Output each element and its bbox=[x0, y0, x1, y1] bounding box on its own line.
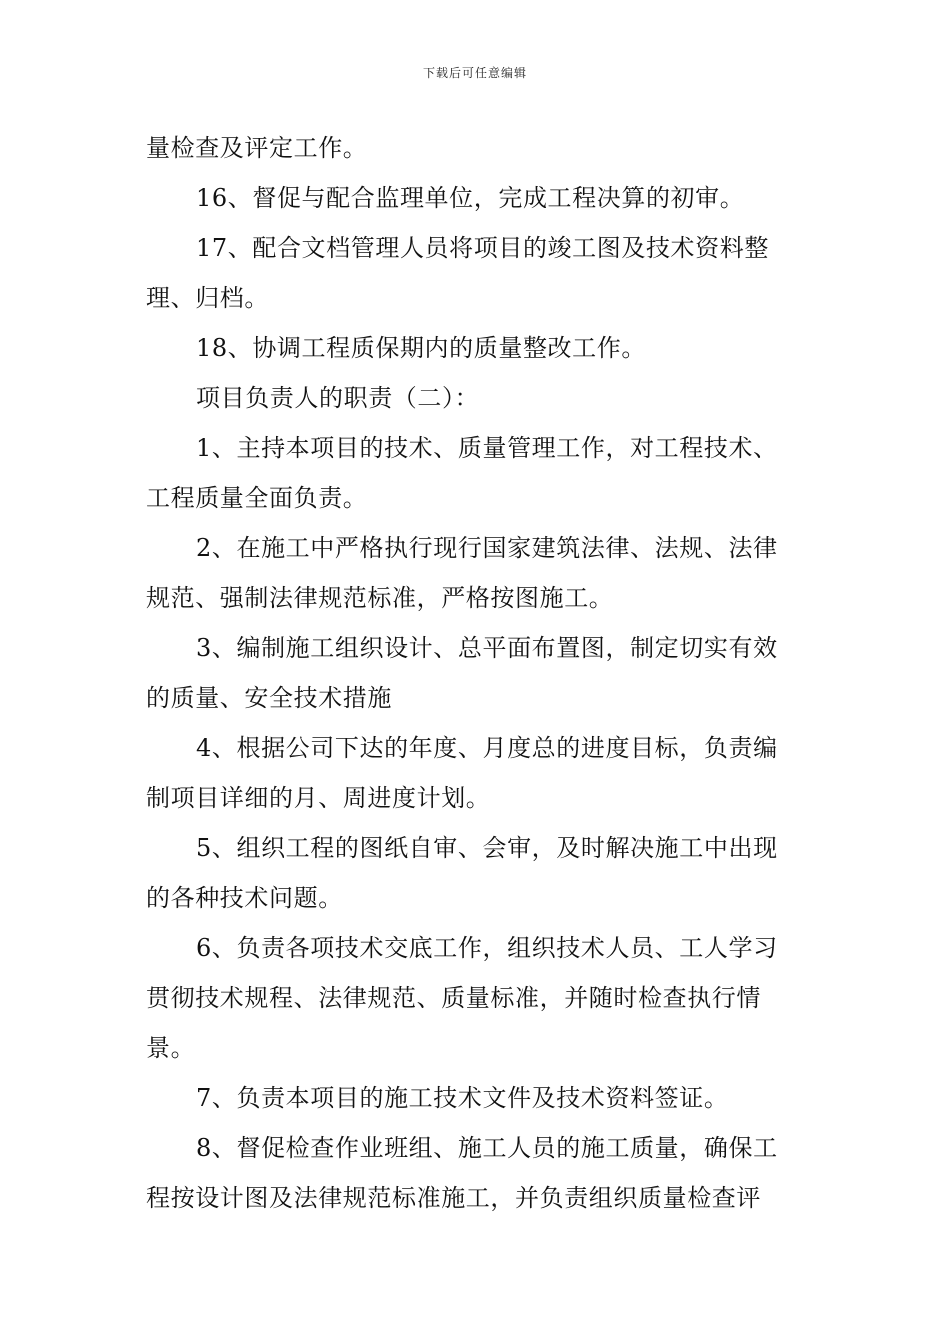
text-line: 3、编制施工组织设计、总平面布置图，制定切实有效 bbox=[196, 634, 778, 662]
text-line: 6、负责各项技术交底工作，组织技术人员、工人学习 bbox=[196, 934, 778, 962]
text-line: 的质量、安全技术措施 bbox=[146, 684, 392, 712]
text-line: 18、协调工程质保期内的质量整改工作。 bbox=[196, 334, 646, 362]
text-line: 贯彻技术规程、法律规范、质量标准，并随时检查执行情 bbox=[146, 984, 761, 1012]
page-header: 下载后可任意编辑 bbox=[422, 66, 527, 80]
text-line: 理、归档。 bbox=[146, 284, 269, 312]
text-line: 8、督促检查作业班组、施工人员的施工质量，确保工 bbox=[196, 1134, 778, 1162]
text-line: 1、主持本项目的技术、质量管理工作，对工程技术、 bbox=[196, 434, 778, 462]
text-line: 5、组织工程的图纸自审、会审，及时解决施工中出现 bbox=[196, 834, 778, 862]
text-line: 量检查及评定工作。 bbox=[146, 134, 368, 162]
text-line: 工程质量全面负责。 bbox=[146, 484, 368, 512]
text-line: 4、根据公司下达的年度、月度总的进度目标，负责编 bbox=[196, 734, 778, 762]
text-line: 16、督促与配合监理单位，完成工程决算的初审。 bbox=[196, 184, 745, 212]
text-line: 规范、强制法律规范标准，严格按图施工。 bbox=[146, 584, 614, 612]
text-line: 景。 bbox=[146, 1034, 196, 1062]
text-line: 7、负责本项目的施工技术文件及技术资料签证。 bbox=[196, 1084, 729, 1112]
document-body bbox=[146, 128, 808, 1228]
text-line: 2、在施工中严格执行现行国家建筑法律、法规、法律 bbox=[196, 534, 778, 562]
text-line: 的各种技术问题。 bbox=[146, 884, 343, 912]
text-line: 项目负责人的职责（二）： bbox=[196, 384, 480, 412]
text-line: 17、配合文档管理人员将项目的竣工图及技术资料整 bbox=[196, 234, 769, 262]
text-line: 制项目详细的月、周进度计划。 bbox=[146, 784, 491, 812]
text-line: 程按设计图及法律规范标准施工，并负责组织质量检查评 bbox=[146, 1184, 761, 1212]
